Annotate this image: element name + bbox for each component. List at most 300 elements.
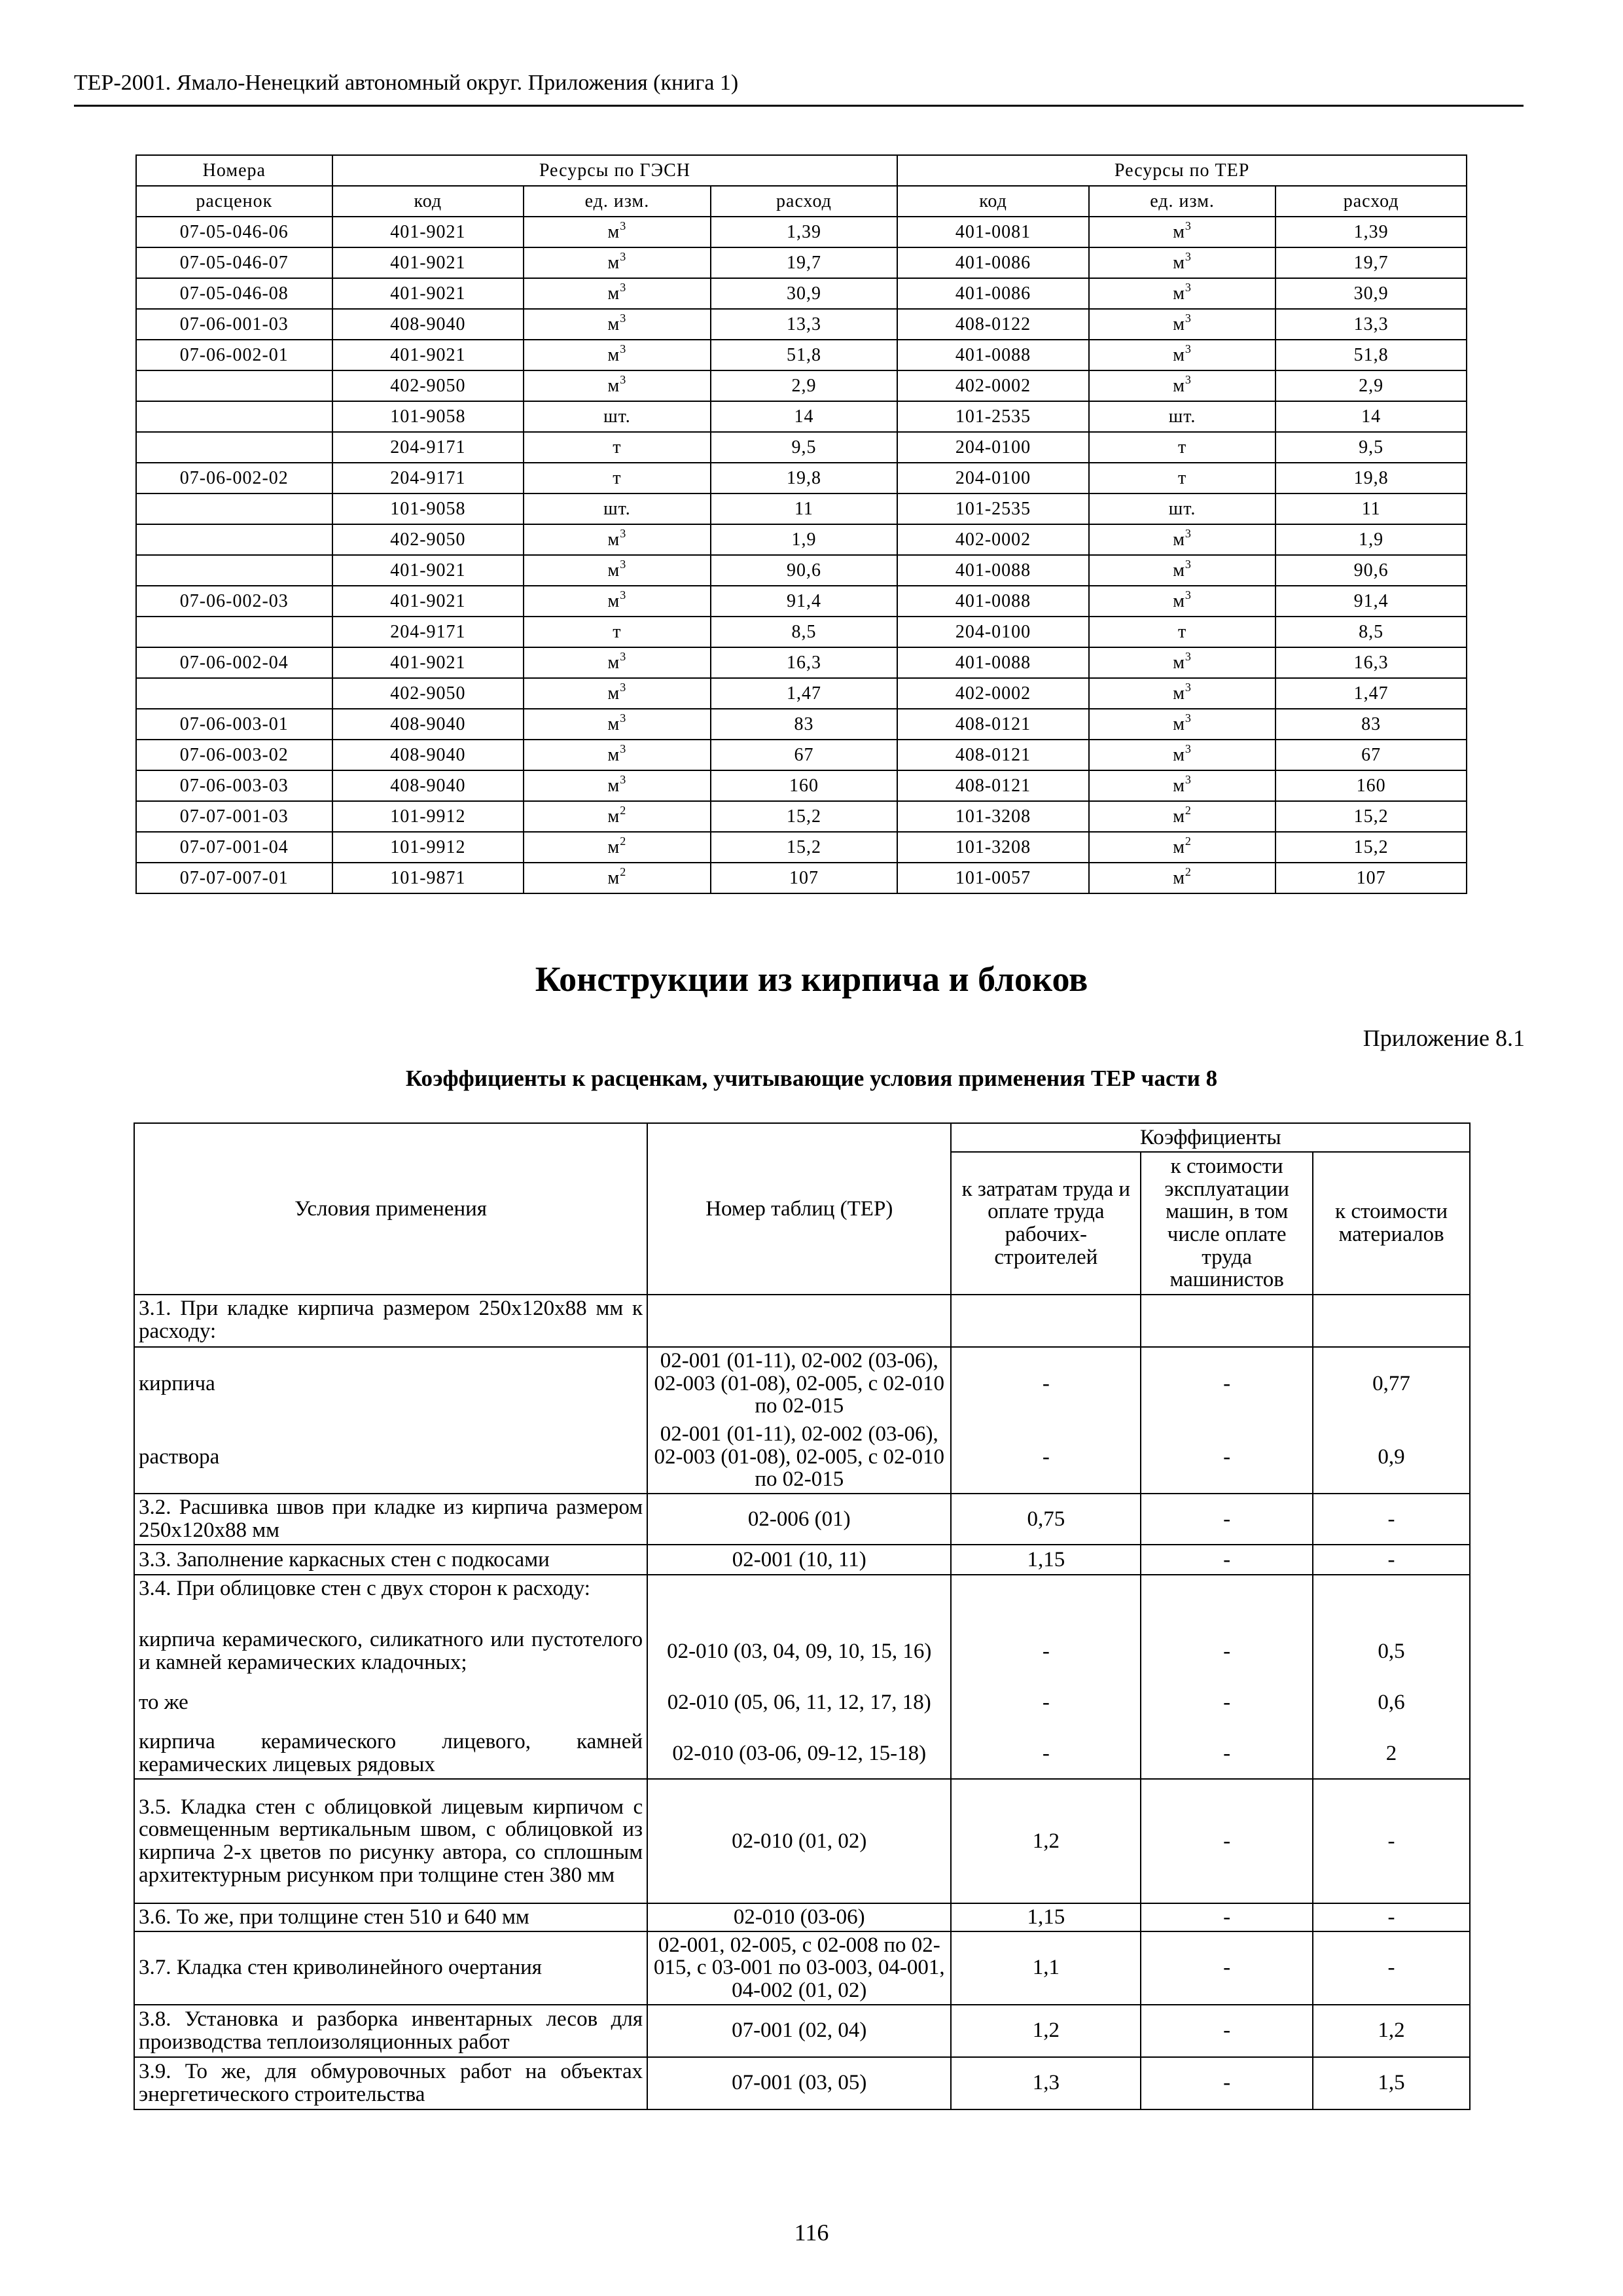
rate-number-cell: 07-05-046-08 [136, 278, 332, 309]
unit-exponent: 3 [1185, 372, 1192, 386]
unit-exponent: 3 [620, 280, 627, 294]
gesn-rate-cell: 107 [711, 863, 898, 893]
ter-unit-cell [1089, 770, 1276, 801]
table-row [136, 340, 1467, 370]
gesn-rate-cell: 15,2 [711, 832, 898, 863]
rate-number-cell [136, 493, 332, 524]
col-header-gesn-unit: ед. изм. [524, 186, 711, 217]
table-title: Коэффициенты к расценкам, учитывающие условия применения ТЕР части 8 [405, 1066, 1218, 1091]
unit-exponent: 3 [620, 711, 627, 725]
row-3-1-mortar-k-machines: - [1141, 1420, 1313, 1494]
unit-text: м [607, 836, 620, 857]
unit-exponent: 3 [1185, 526, 1192, 540]
gesn-unit-cell [524, 217, 711, 247]
gesn-unit-cell [524, 247, 711, 278]
table-row [136, 832, 1467, 863]
table-row [136, 278, 1467, 309]
unit-exponent: 2 [620, 865, 627, 878]
rate-number-cell: 07-07-001-04 [136, 832, 332, 863]
gesn-unit-cell [524, 863, 711, 893]
table-row [136, 247, 1467, 278]
rate-number-cell: 07-06-002-02 [136, 463, 332, 493]
ter-unit-cell [1089, 370, 1276, 401]
row-3-4-facing: кирпича керамического лицевого, камней керамических лицевых рядовых [134, 1728, 647, 1779]
unit-exponent: 3 [620, 526, 627, 540]
gesn-code-cell: 401-9021 [332, 278, 524, 309]
gesn-code-cell: 401-9021 [332, 586, 524, 617]
gesn-rate-cell: 90,6 [711, 555, 898, 586]
row-3-4-same-k-labor: - [951, 1677, 1141, 1728]
unit-text: м [1173, 713, 1185, 734]
unit-text: шт. [603, 406, 631, 427]
unit-text: м [1173, 221, 1185, 242]
table-row [136, 863, 1467, 893]
row-3-6-k-labor: 1,15 [951, 1903, 1141, 1931]
gesn-code-cell: 101-9912 [332, 832, 524, 863]
gesn-code-cell: 401-9021 [332, 555, 524, 586]
col-header-gesn-rate: расход [711, 186, 898, 217]
ter-code-cell: 401-0086 [897, 247, 1089, 278]
row-3-7-k-machines: - [1141, 1931, 1313, 2005]
gesn-rate-cell: 51,8 [711, 340, 898, 370]
gesn-code-cell: 101-9871 [332, 863, 524, 893]
unit-exponent: 3 [620, 342, 627, 355]
rate-number-cell [136, 617, 332, 647]
unit-exponent: 3 [620, 372, 627, 386]
gesn-rate-cell: 1,9 [711, 524, 898, 555]
rate-number-cell [136, 555, 332, 586]
row-3-5-k-machines: - [1141, 1779, 1313, 1903]
unit-text: м [1173, 744, 1185, 765]
gesn-unit-cell [524, 340, 711, 370]
ter-code-cell: 101-2535 [897, 401, 1089, 432]
unit-text: м [1173, 836, 1185, 857]
gesn-rate-cell: 8,5 [711, 617, 898, 647]
gesn-unit-cell [524, 309, 711, 340]
row-3-4-facing-tables: 02-010 (03-06, 09-12, 15-18) [647, 1728, 951, 1779]
ter-unit-cell [1089, 586, 1276, 617]
row-3-7-conditions: 3.7. Кладка стен криволинейного очертания [134, 1931, 647, 2005]
table-row [136, 555, 1467, 586]
gesn-unit-cell [524, 555, 711, 586]
rate-number-cell: 07-05-046-06 [136, 217, 332, 247]
ter-code-cell: 402-0002 [897, 524, 1089, 555]
gesn-unit-cell [524, 832, 711, 863]
unit-exponent: 3 [620, 557, 627, 571]
ter-unit-cell [1089, 801, 1276, 832]
ter-unit-cell [1089, 863, 1276, 893]
row-3-7-k-materials: - [1313, 1931, 1470, 2005]
gesn-rate-cell: 1,47 [711, 678, 898, 709]
ter-rate-cell: 91,4 [1275, 586, 1467, 617]
row-3-2-conditions: 3.2. Расшивка швов при кладке из кирпича размером 250х120х88 мм [134, 1494, 647, 1545]
ter-rate-cell: 2,9 [1275, 370, 1467, 401]
col-header-ter: Ресурсы по ТЕР [897, 155, 1467, 186]
row-3-8-k-materials: 1,2 [1313, 2005, 1470, 2057]
gesn-code-cell: 101-9058 [332, 493, 524, 524]
unit-text: м [1173, 529, 1185, 550]
unit-exponent: 3 [1185, 557, 1192, 571]
table-row [136, 309, 1467, 340]
gesn-unit-cell [524, 770, 711, 801]
ter-unit-cell [1089, 247, 1276, 278]
unit-text: м [607, 314, 620, 334]
ter-unit-cell [1089, 278, 1276, 309]
table-row [136, 370, 1467, 401]
row-3-8-tables: 07-001 (02, 04) [647, 2005, 951, 2057]
unit-text: м [607, 775, 620, 796]
unit-text: м [607, 590, 620, 611]
unit-exponent: 2 [620, 803, 627, 817]
ter-rate-cell: 1,9 [1275, 524, 1467, 555]
rate-number-cell [136, 401, 332, 432]
unit-exponent: 3 [620, 249, 627, 263]
unit-text: м [1173, 867, 1185, 888]
gesn-code-cell: 401-9021 [332, 340, 524, 370]
ter-rate-cell: 15,2 [1275, 801, 1467, 832]
unit-text: шт. [1168, 406, 1196, 427]
ter-rate-cell: 11 [1275, 493, 1467, 524]
gesn-unit-cell [524, 401, 711, 432]
table-row [136, 770, 1467, 801]
row-3-4-ceramic-k-machines: - [1141, 1626, 1313, 1677]
ter-code-cell: 401-0088 [897, 340, 1089, 370]
col-header-table-no: Номер таблиц (ТЕР) [647, 1123, 951, 1295]
unit-text: т [613, 467, 622, 488]
ter-unit-cell [1089, 432, 1276, 463]
gesn-unit-cell [524, 463, 711, 493]
rate-number-cell [136, 370, 332, 401]
table-row [136, 463, 1467, 493]
gesn-rate-cell: 67 [711, 740, 898, 770]
rate-number-cell [136, 432, 332, 463]
col-header-machines: к стоимости эксплуатации машин, в том числе оплате труда машинистов [1141, 1152, 1313, 1295]
row-3-1-brick-k-labor: - [951, 1347, 1141, 1420]
unit-exponent: 2 [1185, 865, 1192, 878]
unit-text: м [607, 744, 620, 765]
gesn-code-cell: 408-9040 [332, 709, 524, 740]
unit-text: м [607, 867, 620, 888]
gesn-rate-cell: 9,5 [711, 432, 898, 463]
col-header-ter-rate: расход [1275, 186, 1467, 217]
ter-code-cell: 401-0081 [897, 217, 1089, 247]
unit-exponent: 3 [1185, 280, 1192, 294]
row-3-4-facing-k-materials: 2 [1313, 1728, 1470, 1779]
gesn-unit-cell [524, 678, 711, 709]
ter-code-cell: 401-0088 [897, 586, 1089, 617]
gesn-unit-cell [524, 524, 711, 555]
ter-unit-cell [1089, 309, 1276, 340]
ter-rate-cell: 19,7 [1275, 247, 1467, 278]
ter-unit-cell [1089, 678, 1276, 709]
unit-text: шт. [603, 498, 631, 519]
gesn-code-cell: 402-9050 [332, 370, 524, 401]
gesn-code-cell: 408-9040 [332, 770, 524, 801]
coefficients-table [134, 1122, 1471, 2110]
gesn-code-cell: 408-9040 [332, 740, 524, 770]
unit-text: м [607, 283, 620, 304]
gesn-rate-cell: 11 [711, 493, 898, 524]
gesn-rate-cell: 30,9 [711, 278, 898, 309]
gesn-code-cell: 401-9021 [332, 247, 524, 278]
gesn-rate-cell: 19,8 [711, 463, 898, 493]
row-3-4-ceramic-k-materials: 0,5 [1313, 1626, 1470, 1677]
rate-number-cell: 07-07-007-01 [136, 863, 332, 893]
table-row [136, 432, 1467, 463]
gesn-unit-cell [524, 278, 711, 309]
gesn-code-cell: 401-9021 [332, 647, 524, 678]
ter-unit-cell [1089, 647, 1276, 678]
row-3-5-k-materials: - [1313, 1779, 1470, 1903]
row-3-1-heading: 3.1. При кладке кирпича размером 250х120х88 мм к расходу: [134, 1295, 647, 1347]
row-3-9-k-materials: 1,5 [1313, 2057, 1470, 2109]
ter-code-cell: 101-3208 [897, 801, 1089, 832]
row-3-1-mortar: раствора [134, 1420, 647, 1494]
gesn-code-cell: 204-9171 [332, 432, 524, 463]
unit-text: м [607, 683, 620, 704]
row-3-2-tables: 02-006 (01) [647, 1494, 951, 1545]
gesn-rate-cell: 14 [711, 401, 898, 432]
unit-text: м [1173, 344, 1185, 365]
gesn-rate-cell: 160 [711, 770, 898, 801]
unit-text: м [1173, 683, 1185, 704]
row-3-6-tables: 02-010 (03-06) [647, 1903, 951, 1931]
ter-rate-cell: 15,2 [1275, 832, 1467, 863]
ter-unit-cell [1089, 217, 1276, 247]
ter-rate-cell: 90,6 [1275, 555, 1467, 586]
unit-exponent: 3 [1185, 680, 1192, 694]
ter-rate-cell: 30,9 [1275, 278, 1467, 309]
ter-code-cell: 101-2535 [897, 493, 1089, 524]
row-3-1-mortar-k-materials: 0,9 [1313, 1420, 1470, 1494]
col-header-labor: к затратам труда и оплате труда рабочих-строителей [951, 1152, 1141, 1295]
gesn-rate-cell: 15,2 [711, 801, 898, 832]
col-header-rate-number-2: расценок [136, 186, 332, 217]
unit-text: м [607, 806, 620, 827]
gesn-rate-cell: 83 [711, 709, 898, 740]
col-header-gesn: Ресурсы по ГЭСН [332, 155, 898, 186]
resources-table [135, 154, 1467, 894]
rate-number-cell: 07-06-002-01 [136, 340, 332, 370]
gesn-code-cell: 408-9040 [332, 309, 524, 340]
unit-text: м [1173, 590, 1185, 611]
rate-number-cell: 07-06-002-04 [136, 647, 332, 678]
row-3-3-k-labor: 1,15 [951, 1545, 1141, 1575]
gesn-unit-cell [524, 493, 711, 524]
gesn-rate-cell: 2,9 [711, 370, 898, 401]
gesn-code-cell: 402-9050 [332, 678, 524, 709]
rate-number-cell: 07-06-003-02 [136, 740, 332, 770]
gesn-code-cell: 204-9171 [332, 617, 524, 647]
table-row [136, 217, 1467, 247]
row-3-2-k-materials: - [1313, 1494, 1470, 1545]
ter-rate-cell: 1,47 [1275, 678, 1467, 709]
ter-rate-cell: 67 [1275, 740, 1467, 770]
table-row [136, 493, 1467, 524]
unit-exponent: 3 [1185, 342, 1192, 355]
unit-text: м [1173, 560, 1185, 581]
ter-code-cell: 408-0121 [897, 709, 1089, 740]
row-3-2-k-labor: 0,75 [951, 1494, 1141, 1545]
gesn-unit-cell [524, 801, 711, 832]
rate-number-cell [136, 678, 332, 709]
unit-text: т [1177, 621, 1187, 642]
ter-rate-cell: 16,3 [1275, 647, 1467, 678]
unit-exponent: 3 [620, 219, 627, 232]
ter-code-cell: 101-0057 [897, 863, 1089, 893]
row-3-5-k-labor: 1,2 [951, 1779, 1141, 1903]
ter-code-cell: 401-0086 [897, 278, 1089, 309]
appendix-label: Приложение 8.1 [1363, 1025, 1525, 1051]
ter-unit-cell [1089, 463, 1276, 493]
row-3-1-brick: кирпича [134, 1347, 647, 1420]
row-3-4-same-k-machines: - [1141, 1677, 1313, 1728]
running-header: ТЕР-2001. Ямало-Ненецкий автономный округ. Приложения (книга 1) [74, 71, 739, 95]
col-header-rate-number: Номера [136, 155, 332, 186]
row-3-7-k-labor: 1,1 [951, 1931, 1141, 2005]
ter-code-cell: 204-0100 [897, 463, 1089, 493]
ter-rate-cell: 107 [1275, 863, 1467, 893]
unit-exponent: 3 [1185, 249, 1192, 263]
unit-exponent: 3 [1185, 311, 1192, 325]
row-3-3-conditions: 3.3. Заполнение каркасных стен с подкосами [134, 1545, 647, 1575]
unit-exponent: 3 [620, 772, 627, 786]
ter-unit-cell [1089, 340, 1276, 370]
ter-unit-cell [1089, 555, 1276, 586]
ter-code-cell: 402-0002 [897, 678, 1089, 709]
gesn-code-cell: 204-9171 [332, 463, 524, 493]
unit-text: м [607, 713, 620, 734]
resources-table-body [136, 217, 1467, 893]
unit-text: м [1173, 252, 1185, 273]
unit-text: м [1173, 806, 1185, 827]
unit-exponent: 3 [620, 680, 627, 694]
gesn-code-cell: 101-9912 [332, 801, 524, 832]
unit-text: т [613, 621, 622, 642]
row-3-6-k-materials: - [1313, 1903, 1470, 1931]
unit-exponent: 3 [620, 588, 627, 601]
ter-unit-cell [1089, 709, 1276, 740]
gesn-unit-cell [524, 370, 711, 401]
unit-text: т [1177, 467, 1187, 488]
table-row [136, 740, 1467, 770]
unit-text: м [1173, 375, 1185, 396]
gesn-code-cell: 402-9050 [332, 524, 524, 555]
unit-text: м [607, 344, 620, 365]
row-3-3-k-materials: - [1313, 1545, 1470, 1575]
row-3-4-ceramic: кирпича керамического, силикатного или пустотелого и камней керамических кладочных; [134, 1626, 647, 1677]
ter-code-cell: 402-0002 [897, 370, 1089, 401]
ter-unit-cell [1089, 832, 1276, 863]
gesn-unit-cell [524, 740, 711, 770]
unit-text: м [607, 560, 620, 581]
ter-code-cell: 408-0122 [897, 309, 1089, 340]
unit-exponent: 3 [620, 311, 627, 325]
row-3-1-brick-k-materials: 0,77 [1313, 1347, 1470, 1420]
unit-text: м [607, 652, 620, 673]
row-3-4-same-tables: 02-010 (05, 06, 11, 12, 17, 18) [647, 1677, 951, 1728]
row-3-6-k-machines: - [1141, 1903, 1313, 1931]
ter-unit-cell [1089, 524, 1276, 555]
table-row [136, 801, 1467, 832]
row-3-4-ceramic-tables: 02-010 (03, 04, 09, 10, 15, 16) [647, 1626, 951, 1677]
row-3-4-ceramic-k-labor: - [951, 1626, 1141, 1677]
unit-exponent: 3 [620, 742, 627, 755]
unit-text: м [1173, 283, 1185, 304]
ter-unit-cell [1089, 740, 1276, 770]
unit-text: м [1173, 775, 1185, 796]
row-3-3-k-machines: - [1141, 1545, 1313, 1575]
row-3-9-conditions: 3.9. То же, для обмуровочных работ на объектах энергетического строительства [134, 2057, 647, 2109]
ter-rate-cell: 9,5 [1275, 432, 1467, 463]
gesn-rate-cell: 91,4 [711, 586, 898, 617]
row-3-5-tables: 02-010 (01, 02) [647, 1779, 951, 1903]
col-header-gesn-code: код [332, 186, 524, 217]
gesn-code-cell: 401-9021 [332, 217, 524, 247]
unit-text: м [607, 221, 620, 242]
gesn-unit-cell [524, 432, 711, 463]
row-3-4-heading: 3.4. При облицовке стен с двух сторон к расходу: [134, 1575, 647, 1626]
unit-exponent: 2 [1185, 803, 1192, 817]
row-3-6-conditions: 3.6. То же, при толщине стен 510 и 640 мм [134, 1903, 647, 1931]
row-3-9-tables: 07-001 (03, 05) [647, 2057, 951, 2109]
gesn-rate-cell: 19,7 [711, 247, 898, 278]
unit-text: м [1173, 652, 1185, 673]
unit-exponent: 3 [1185, 711, 1192, 725]
unit-text: м [607, 375, 620, 396]
unit-text: шт. [1168, 498, 1196, 519]
unit-text: м [607, 252, 620, 273]
ter-code-cell: 408-0121 [897, 770, 1089, 801]
rate-number-cell [136, 524, 332, 555]
ter-code-cell: 401-0088 [897, 555, 1089, 586]
ter-rate-cell: 19,8 [1275, 463, 1467, 493]
ter-rate-cell: 8,5 [1275, 617, 1467, 647]
table-row [136, 586, 1467, 617]
row-3-7-tables: 02-001, 02-005, с 02-008 по 02-015, с 03-001 по 03-003, 04-001, 04-002 (01, 02) [647, 1931, 951, 2005]
rate-number-cell: 07-06-002-03 [136, 586, 332, 617]
row-3-8-k-labor: 1,2 [951, 2005, 1141, 2057]
row-3-8-conditions: 3.8. Установка и разборка инвентарных лесов для производства теплоизоляционных работ [134, 2005, 647, 2057]
gesn-unit-cell [524, 647, 711, 678]
row-3-9-k-machines: - [1141, 2057, 1313, 2109]
row-3-4-same: то же [134, 1677, 647, 1728]
table-row [136, 401, 1467, 432]
col-header-ter-unit: ед. изм. [1089, 186, 1276, 217]
col-header-materials: к стоимости материалов [1313, 1152, 1470, 1295]
unit-text: м [607, 529, 620, 550]
unit-exponent: 3 [1185, 772, 1192, 786]
ter-code-cell: 204-0100 [897, 432, 1089, 463]
ter-rate-cell: 83 [1275, 709, 1467, 740]
col-header-ter-code: код [897, 186, 1089, 217]
row-3-1-brick-k-machines: - [1141, 1347, 1313, 1420]
rate-number-cell: 07-05-046-07 [136, 247, 332, 278]
gesn-unit-cell [524, 586, 711, 617]
unit-exponent: 3 [1185, 649, 1192, 663]
row-3-4-facing-k-labor: - [951, 1728, 1141, 1779]
row-3-2-k-machines: - [1141, 1494, 1313, 1545]
unit-exponent: 3 [1185, 219, 1192, 232]
row-3-1-mortar-tables: 02-001 (01-11), 02-002 (03-06), 02-003 (01-08), 02-005, с 02-010 по 02-015 [647, 1420, 951, 1494]
ter-rate-cell: 160 [1275, 770, 1467, 801]
row-3-3-tables: 02-001 (10, 11) [647, 1545, 951, 1575]
ter-unit-cell [1089, 617, 1276, 647]
ter-code-cell: 204-0100 [897, 617, 1089, 647]
table-row [136, 647, 1467, 678]
row-3-4-same-k-materials: 0,6 [1313, 1677, 1470, 1728]
gesn-unit-cell [524, 709, 711, 740]
